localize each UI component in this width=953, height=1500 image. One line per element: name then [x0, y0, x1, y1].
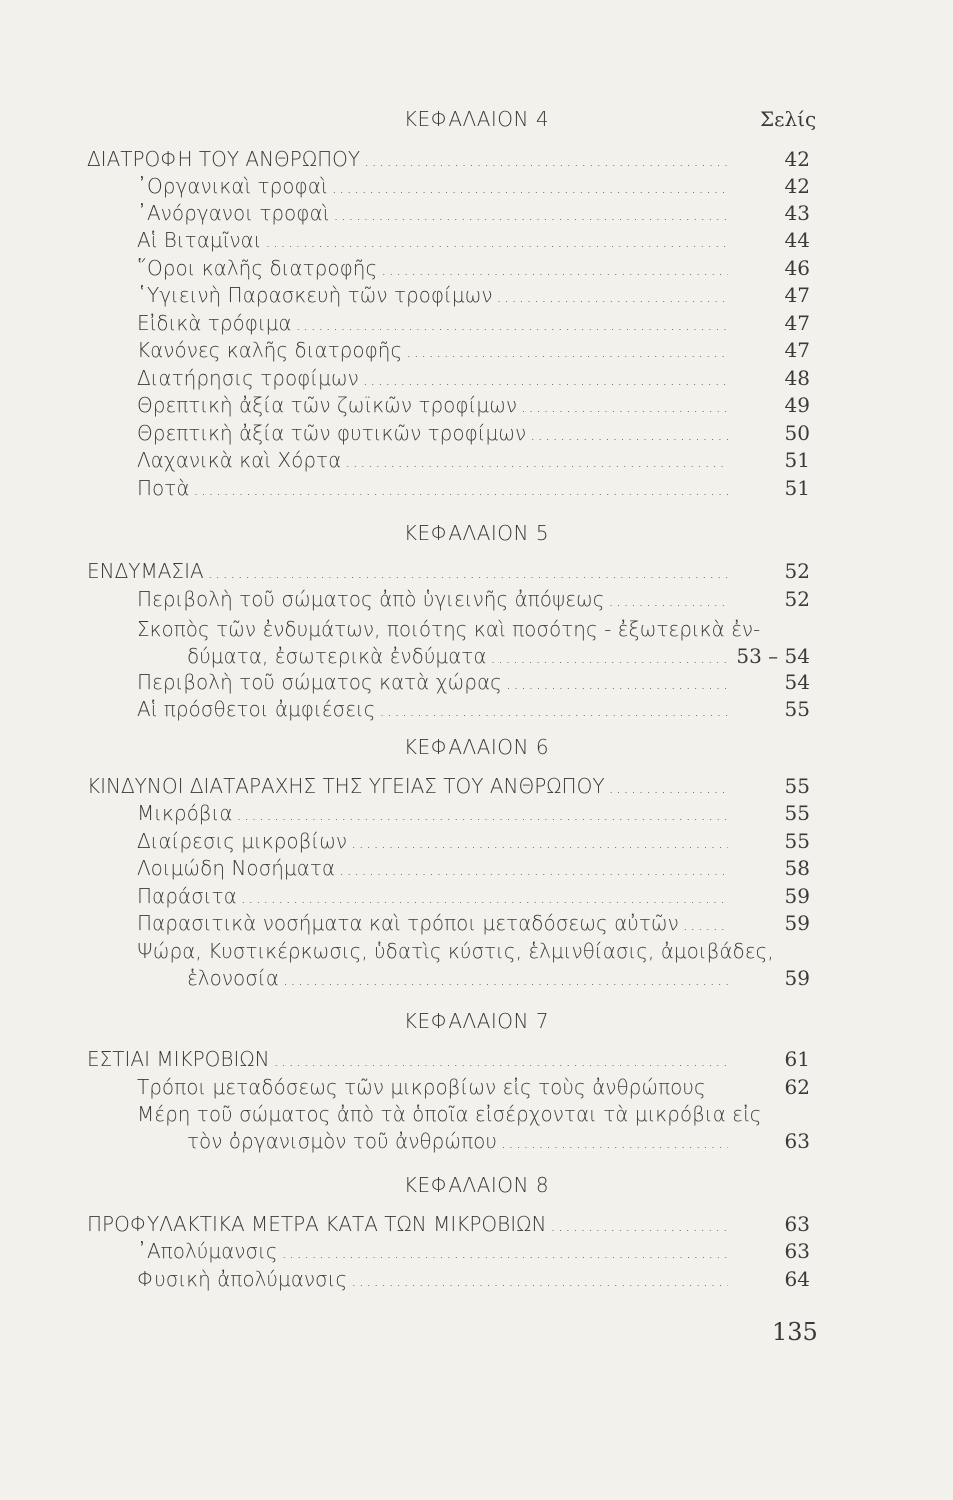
- toc-page-number: 55: [784, 697, 810, 721]
- toc-page-number: 54: [784, 670, 810, 694]
- toc-entry: Αἱ πρόσθετοι ἀμφιέσεις .....: [137, 695, 728, 723]
- toc-entry: Αἱ Βιταμῖναι .....: [137, 226, 728, 254]
- toc-page-number: 63: [784, 1212, 810, 1236]
- toc-page-number: 50: [784, 421, 810, 445]
- toc-entry: ῞Οροι καλῆς διατροφῆς .....: [137, 254, 728, 282]
- toc-page-number: 62: [784, 1075, 810, 1099]
- toc-page-number: 53 – 54: [736, 644, 810, 668]
- toc-page-number: 43: [784, 201, 810, 225]
- toc-entry-line: Σκοπὸς τῶν ἐνδυμάτων, ποιότης καὶ ποσότης - ἐξωτερικὰ ἐν-: [137, 617, 761, 641]
- chapter-7-heading: ΚΕΦΑΛΑΙΟΝ 7: [403, 1009, 550, 1033]
- toc-entry-line: Μέρη τοῦ σώματος ἀπὸ τὰ ὁποῖα εἰσέρχονται τὰ μικρόβια εἰς: [137, 1102, 762, 1126]
- toc-entry: ΚΙΝΔΥΝΟΙ ΔΙΑΤΑΡΑΧΗΣ ΤΗΣ ΥΓΕΙΑΣ ΤΟΥ ΑΝΘΡΩΠΟΥ .....: [87, 772, 728, 800]
- toc-page-number: 51: [784, 448, 810, 472]
- toc-page-number: 46: [784, 256, 810, 280]
- toc-page-number: 63: [784, 1239, 810, 1263]
- toc-entry: Εἰδικὰ τρόφιμα .....: [137, 309, 728, 337]
- toc-page-number: 55: [784, 829, 810, 853]
- toc-entry: Παρασιτικὰ νοσήματα καὶ τρόποι μεταδόσεως αὐτῶν .....: [137, 909, 728, 937]
- toc-entry: Κανόνες καλῆς διατροφῆς .....: [137, 336, 728, 364]
- toc-entry: ΕΝΔΥΜΑΣΙΑ .....: [87, 557, 728, 585]
- toc-page-number: 52: [784, 559, 810, 583]
- toc-page-number: 63: [784, 1129, 810, 1153]
- toc-entry: ῾Υγιεινὴ Παρασκευὴ τῶν τροφίμων .....: [137, 281, 728, 309]
- toc-entry: ᾿Ανόργανοι τροφαὶ .....: [137, 199, 728, 227]
- toc-page-number: 47: [784, 311, 810, 335]
- toc-page-number: 42: [784, 147, 810, 171]
- toc-entry: ΔΙΑΤΡΟΦΗ ΤΟΥ ΑΝΘΡΩΠΟΥ .....: [87, 145, 728, 173]
- toc-entry: Περιβολὴ τοῦ σώματος ἀπὸ ὑγιεινῆς ἀπόψεως .....: [137, 585, 728, 613]
- toc-entry: Λαχανικὰ καὶ Χόρτα .....: [137, 446, 728, 474]
- toc-page-number: 61: [784, 1047, 810, 1071]
- toc-page-number: 49: [784, 393, 810, 417]
- chapter-5-heading: ΚΕΦΑΛΑΙΟΝ 5: [403, 521, 550, 545]
- toc-page-number: 64: [784, 1267, 810, 1291]
- toc-entry: ἑλονοσία .....: [187, 964, 728, 992]
- toc-entry: Μικρόβια .....: [137, 799, 728, 827]
- toc-entry: Θρεπτικὴ ἀξία τῶν ζωϊκῶν τροφίμων .....: [137, 391, 728, 419]
- toc-page-number: 47: [784, 338, 810, 362]
- page-column-heading: Σελίς: [760, 107, 817, 131]
- toc-page-number: 47: [784, 283, 810, 307]
- toc-entry: Διατήρησις τροφίμων .....: [137, 364, 728, 392]
- toc-entry: Τρόποι μεταδόσεως τῶν μικροβίων εἰς τοὺς ἀνθρώπους: [137, 1075, 706, 1099]
- chapter-4-heading: ΚΕΦΑΛΑΙΟΝ 4: [403, 107, 550, 131]
- toc-entry: ΠΡΟΦΥΛΑΚΤΙΚΑ ΜΕΤΡΑ ΚΑΤΑ ΤΩΝ ΜΙΚΡΟΒΙΩΝ .....: [87, 1210, 728, 1238]
- toc-entry: ᾿Απολύμανσις .....: [137, 1237, 728, 1265]
- toc-entry: Φυσικὴ ἀπολύμανσις .....: [137, 1265, 728, 1293]
- toc-page-number: 48: [784, 366, 810, 390]
- toc-entry-line: Ψώρα, Κυστικέρκωσις, ὑδατὶς κύστις, ἑλμινθίασις, ἀμοιβάδες,: [137, 939, 774, 963]
- toc-entry: Θρεπτικὴ ἀξία τῶν φυτικῶν τροφίμων .....: [137, 419, 728, 447]
- toc-page-number: 51: [784, 476, 810, 500]
- toc-entry: τὸν ὀργανισμὸν τοῦ ἀνθρώπου .....: [187, 1127, 728, 1155]
- toc-entry: Διαίρεσις μικροβίων .....: [137, 827, 728, 855]
- chapter-8-heading: ΚΕΦΑΛΑΙΟΝ 8: [403, 1173, 550, 1197]
- toc-page-number: 52: [784, 587, 810, 611]
- toc-page-number: 59: [784, 884, 810, 908]
- toc-page-number: 58: [784, 856, 810, 880]
- toc-entry: δύματα, ἐσωτερικὰ ἐνδύματα .....: [187, 642, 728, 670]
- chapter-6-heading: ΚΕΦΑΛΑΙΟΝ 6: [403, 735, 550, 759]
- toc-entry: Λοιμώδη Νοσήματα .....: [137, 854, 728, 882]
- toc-page-number: 44: [784, 228, 810, 252]
- toc-entry: Παράσιτα .....: [137, 882, 728, 910]
- toc-page-number: 42: [784, 174, 810, 198]
- toc-entry: Ποτὰ .....: [137, 474, 728, 502]
- page-number: 135: [772, 1318, 818, 1346]
- toc-page-number: 59: [784, 966, 810, 990]
- toc-entry: ΕΣΤΙΑΙ ΜΙΚΡΟΒΙΩΝ .....: [87, 1045, 728, 1073]
- toc-page-number: 59: [784, 911, 810, 935]
- toc-entry: ᾿Οργανικαὶ τροφαὶ .....: [137, 172, 728, 200]
- toc-entry: Περιβολὴ τοῦ σώματος κατὰ χώρας .....: [137, 668, 728, 696]
- toc-page-number: 55: [784, 801, 810, 825]
- toc-page-number: 55: [784, 774, 810, 798]
